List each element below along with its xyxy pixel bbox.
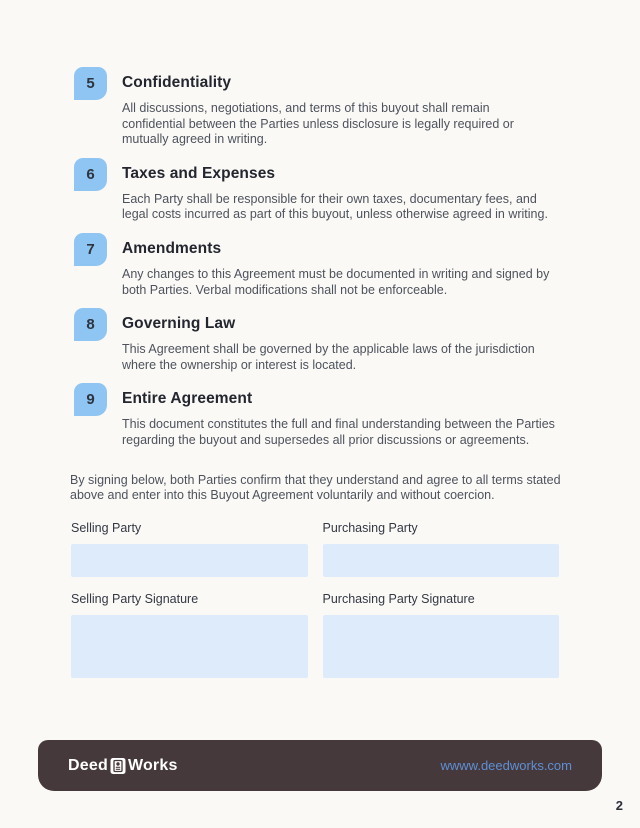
section-body-text: All discussions, negotiations, and terms of this buyout shall remain confidential between the Parties unless disclosure is legally required or mutually agreed in writing. <box>122 101 514 147</box>
purchasing-party-label: Purchasing Party <box>322 521 418 536</box>
section-title: Confidentiality <box>122 74 232 91</box>
selling-party-label: Selling Party <box>71 521 142 536</box>
purchasing-party-field[interactable] <box>323 544 560 577</box>
section-body-text: Any changes to this Agreement must be documented in writing and signed by both Parties. Verbal modifications shall not be enforceable. <box>122 266 550 297</box>
section-body-text: This Agreement shall be governed by the applicable laws of the jurisdiction where the ownership or interest is located. <box>122 342 535 372</box>
section-number-badge: 7 <box>74 233 107 266</box>
brand-text-works: Works <box>127 756 178 774</box>
section-body-text: This document constitutes the full and final understanding between the Parties regarding the buyout and supersedes all prior discussions or agreements. <box>122 417 555 447</box>
section-confidentiality <box>70 67 570 148</box>
section-entire-agreement <box>70 383 570 448</box>
section-title: Taxes and Expenses <box>122 164 276 182</box>
selling-party-signature-label: Selling Party Signature <box>71 592 199 607</box>
section-number-badge: 6 <box>74 158 107 191</box>
purchasing-party-block <box>323 521 560 577</box>
section-governing-law <box>70 308 570 373</box>
selling-party-block <box>71 521 308 577</box>
brand-logo <box>68 757 178 775</box>
purchasing-signature-block <box>323 592 560 678</box>
section-title: Entire Agreement <box>122 390 253 408</box>
page-number: 2 <box>615 798 623 813</box>
section-number-badge: 5 <box>74 67 107 100</box>
section-taxes-expenses <box>70 158 570 223</box>
closing-paragraph: By signing below, both Parties confirm that they understand and agree to all terms stated above and enter into this Buyout Agreement voluntarily and without coercion. <box>70 472 561 503</box>
section-number-badge: 9 <box>74 383 107 416</box>
section-body-text: Each Party shall be responsible for their own taxes, documentary fees, and legal costs incurred as part of this buyout, unless otherwise agreed in writing. <box>122 191 548 222</box>
deed-document-icon <box>110 757 126 775</box>
purchasing-party-signature-label: Purchasing Party Signature <box>322 592 475 607</box>
footer-url-link[interactable]: wwww.deedworks.com <box>440 758 572 773</box>
brand-text-deed: Deed <box>68 756 108 774</box>
section-number-badge: 8 <box>74 308 107 341</box>
selling-party-signature-field[interactable] <box>71 615 308 678</box>
section-amendments <box>70 233 570 298</box>
purchasing-party-signature-field[interactable] <box>323 615 560 678</box>
signature-grid <box>71 521 559 678</box>
section-title: Governing Law <box>122 315 236 333</box>
selling-party-field[interactable] <box>71 544 308 577</box>
footer-bar <box>38 740 602 791</box>
section-title: Amendments <box>122 239 222 257</box>
selling-signature-block <box>71 592 308 678</box>
